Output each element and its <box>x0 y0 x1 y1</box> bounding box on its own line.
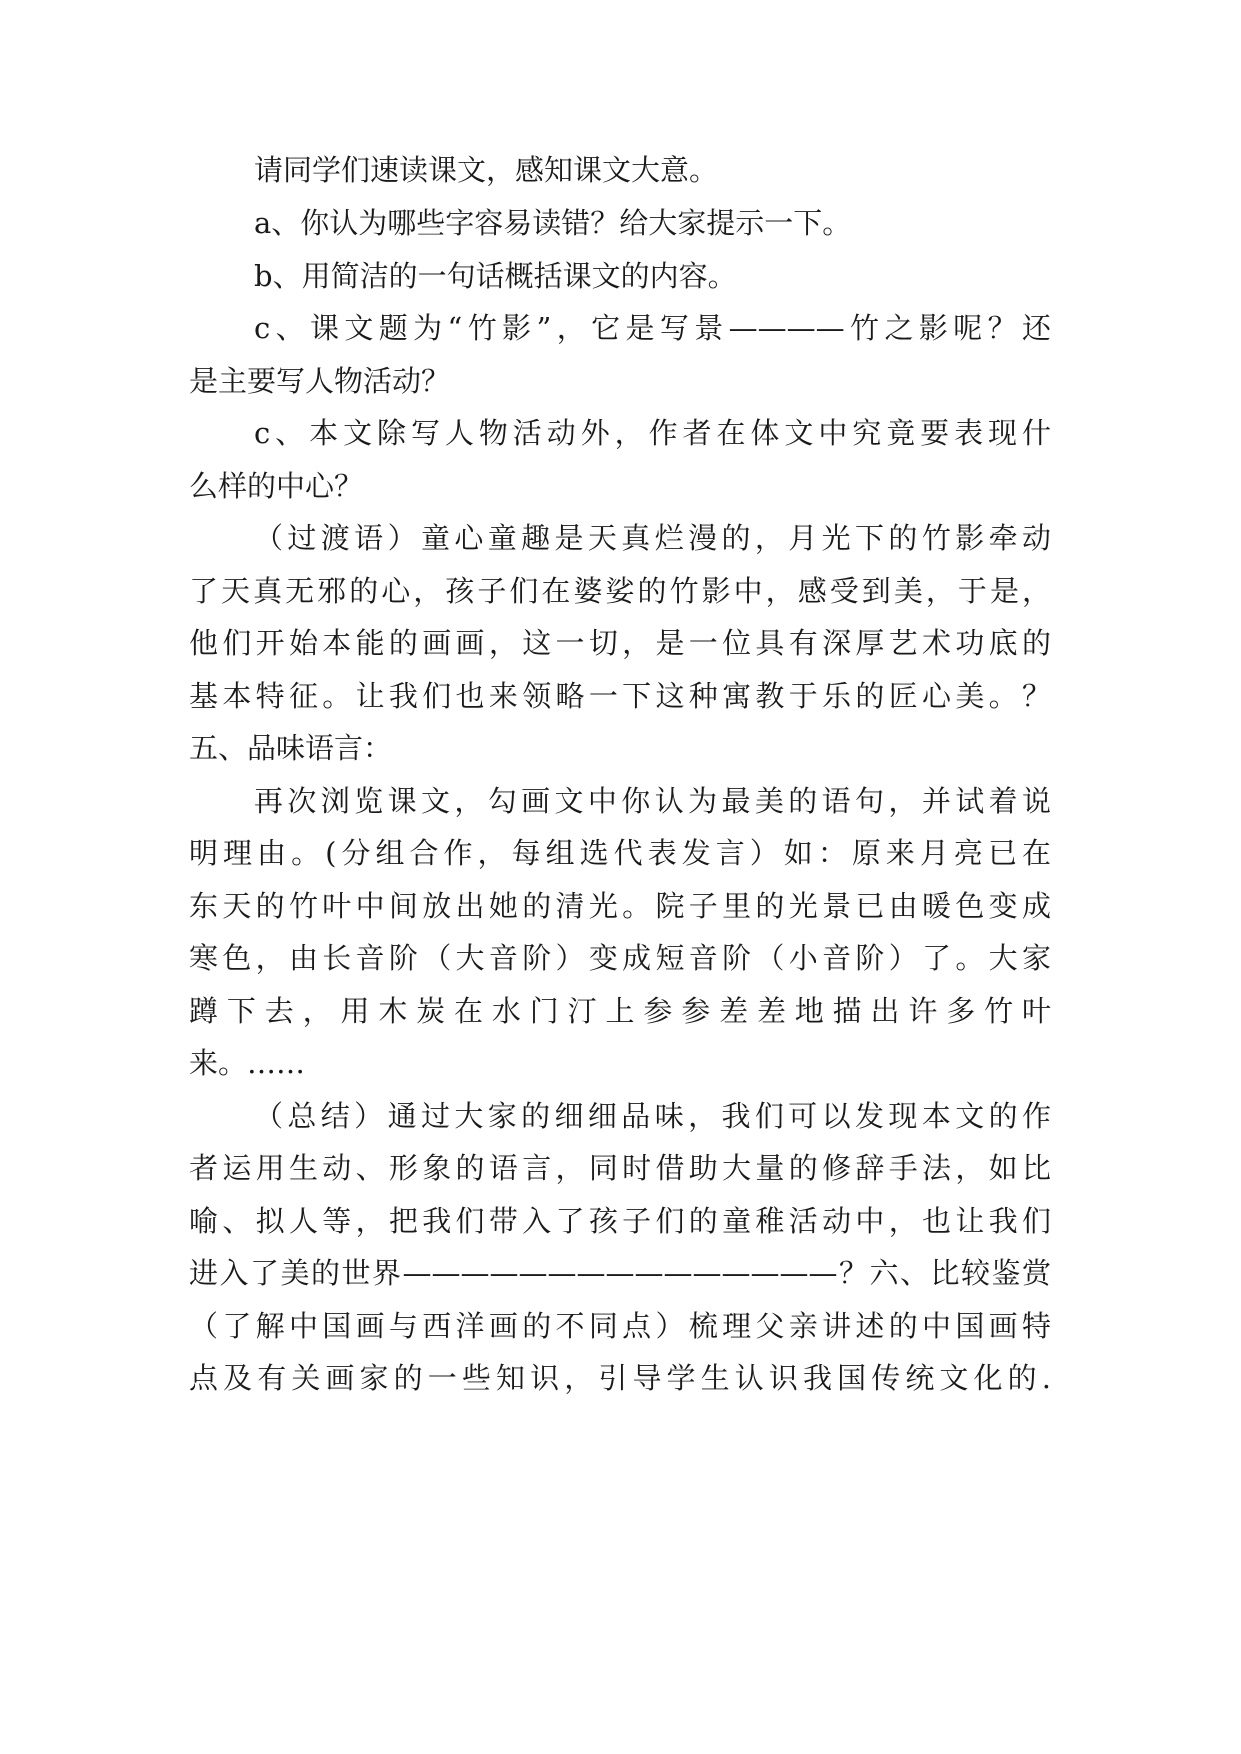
paragraph-line: 者运用生动、形象的语言，同时借助大量的修辞手法，如比 <box>189 1151 1051 1185</box>
paragraph-line: 了天真无邪的心，孩子们在婆娑的竹影中，感受到美，于是， <box>189 574 1051 608</box>
paragraph-line: （过渡语）童心童趣是天真烂漫的，月光下的竹影牵动 <box>254 521 1051 555</box>
paragraph-line: （了解中国画与西洋画的不同点）梳理父亲讲述的中国画特 <box>189 1309 1051 1343</box>
paragraph-line: c、课文题为“竹影”，它是写景————竹之影呢？还 <box>254 311 1051 345</box>
paragraph-line: c、本文除写人物活动外，作者在体文中究竟要表现什 <box>254 416 1051 450</box>
paragraph-line: 点及有关画家的一些知识，引导学生认识我国传统文化的. <box>189 1361 1051 1395</box>
paragraph-line: 喻、拟人等，把我们带入了孩子们的童稚活动中，也让我们 <box>189 1204 1051 1238</box>
paragraph-line: 东天的竹叶中间放出她的清光。院子里的光景已由暖色变成 <box>189 889 1051 923</box>
paragraph-line: （总结）通过大家的细细品味，我们可以发现本文的作 <box>254 1099 1051 1133</box>
paragraph-line: 来。…… <box>189 1046 306 1080</box>
paragraph-line: 寒色，由长音阶（大音阶）变成短音阶（小音阶）了。大家 <box>189 941 1051 975</box>
paragraph-line: 么样的中心？ <box>189 469 364 503</box>
paragraph-line: 请同学们速读课文，感知课文大意。 <box>254 153 719 187</box>
paragraph-line: 再次浏览课文，勾画文中你认为最美的语句，并试着说 <box>254 784 1051 818</box>
paragraph-line: b、用简洁的一句话概括课文的内容。 <box>254 259 737 293</box>
paragraph-line: a、你认为哪些字容易读错？给大家提示一下。 <box>254 206 852 240</box>
paragraph-line: 明理由。(分组合作，每组选代表发言）如：原来月亮已在 <box>189 836 1051 870</box>
paragraph-line: 他们开始本能的画画，这一切，是一位具有深厚艺术功底的 <box>189 626 1051 660</box>
paragraph-line: 基本特征。让我们也来领略一下这种寓教于乐的匠心美。？ <box>189 679 1051 713</box>
paragraph-line: 进入了美的世界———————————————？六、比较鉴赏 <box>189 1256 1051 1290</box>
paragraph-line: 蹲下去，用木炭在水门汀上参参差差地描出许多竹叶 <box>189 994 1051 1028</box>
paragraph-line: 是主要写人物活动？ <box>189 364 451 398</box>
section-heading: 五、品味语言： <box>189 731 393 765</box>
